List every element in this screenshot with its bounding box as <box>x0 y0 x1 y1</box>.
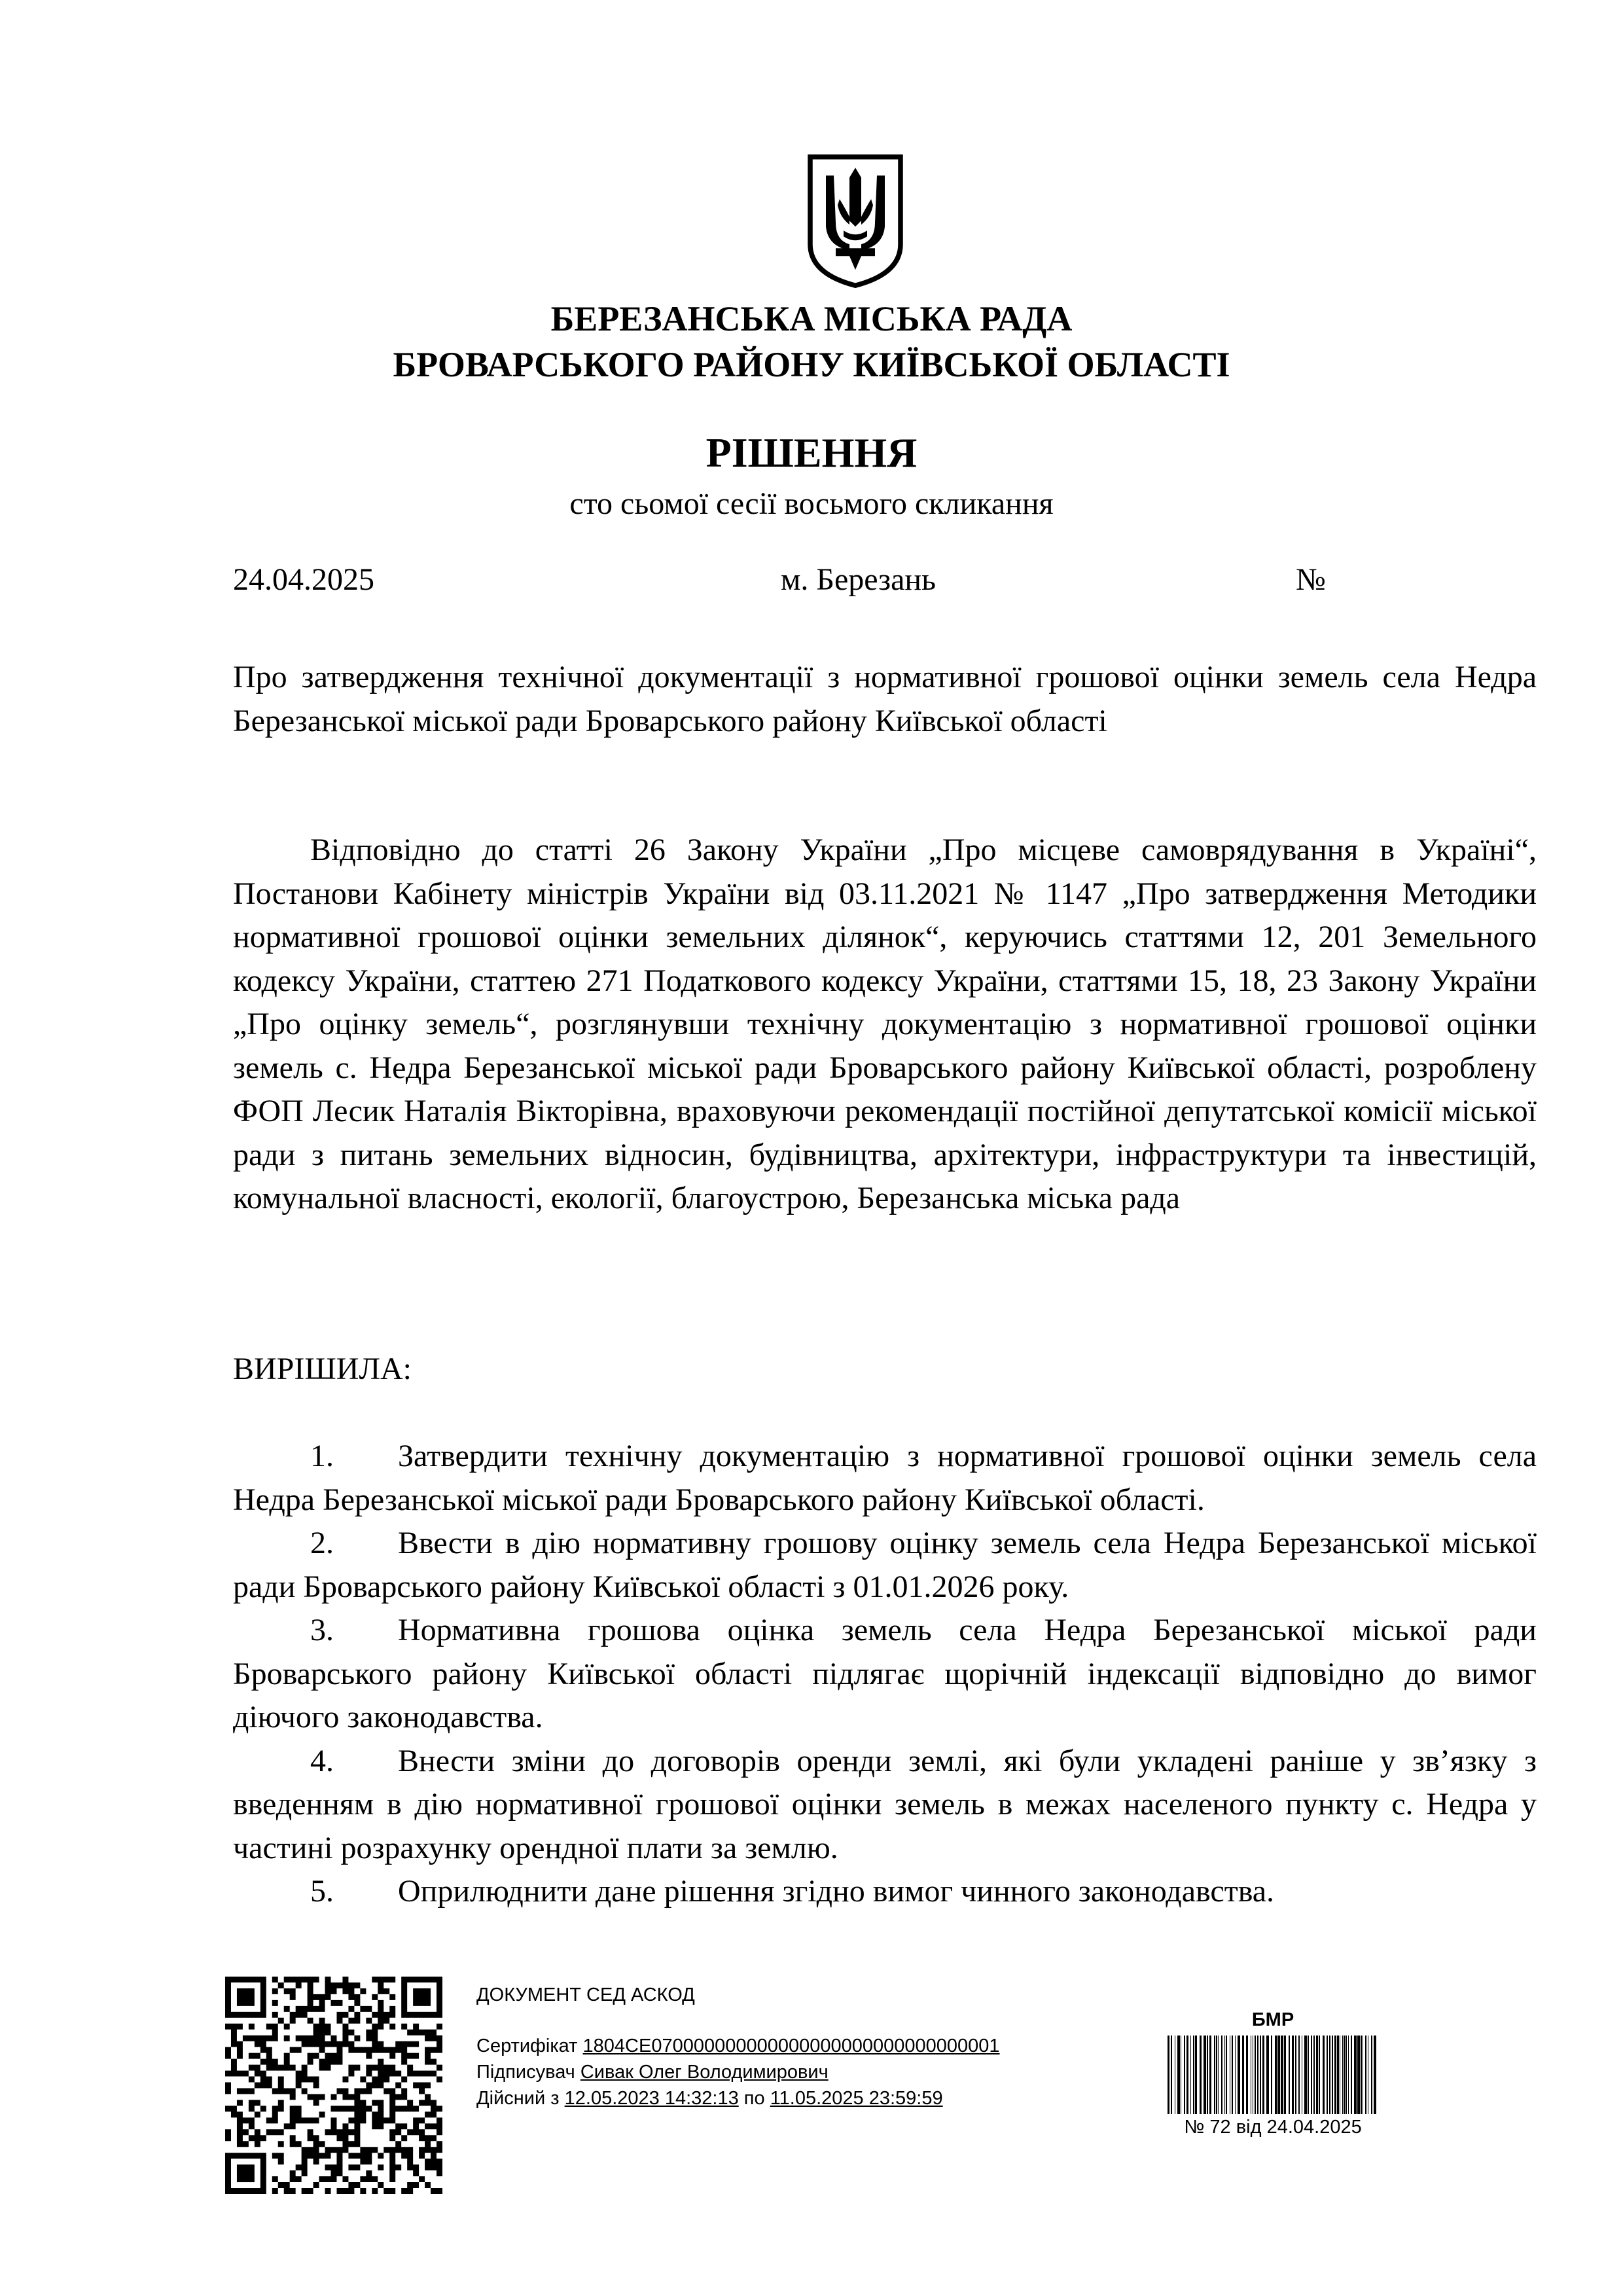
item-text: Внести зміни до договорів оренди землі, які були укладені раніше у зв’язку з введенням в дію нормативної грошової оцінки земель в межах населеного пункту с. Недра у частині розрахунку орендної плати за землю. <box>233 1743 1537 1865</box>
signer-line <box>476 2062 829 2083</box>
item-text: Затвердити технічну документацію з нормативної грошової оцінки земель села Недра Березанської міської ради Броварського району Київської області. <box>233 1439 1537 1517</box>
document-title: РІШЕННЯ <box>705 429 918 476</box>
decision-items <box>233 1435 1537 1914</box>
council-name-line1: БЕРЕЗАНСЬКА МІСЬКА РАДА <box>550 299 1073 338</box>
barcode <box>1165 2036 1381 2114</box>
signer-value: Сивак Олег Володимирович <box>580 2062 829 2083</box>
valid-from-value: 12.05.2023 14:32:13 <box>564 2088 739 2109</box>
session-line: сто сьомої сесії восьмого скликання <box>569 486 1054 521</box>
valid-from-label: Дійсний з <box>476 2088 560 2109</box>
list-item <box>233 1870 1537 1914</box>
decision-number-label: № <box>1296 562 1326 597</box>
certificate-label: Сертифікат <box>476 2036 578 2056</box>
preamble-paragraph: Відповідно до статті 26 Закону України „Про місцеве самоврядування в Україні“, Постанови Кабінету міністрів України від 03.11.2021 № 1147 „Про затвердження Методики нормативної грошової оцінки земельних ділянок“, керуючись статтями 12, 201 Земельного кодексу України, статтею 271 Податкового кодексу України, статтями 15, 18, 23 Закону України „Про оцінку земель“, розглянувши технічну документацію з нормативної грошової оцінки земель с. Недра Березанської міської ради Броварського району Київської області, розроблену ФОП Лесик Наталія Вікторівна, враховуючи рекомендації постійної депутатської комісії міської ради з питань земельних відносин, будівництва, архітектури, інфраструктури та інвестицій, комунальної власності, екології, благоустрою, Березанська міська рада <box>233 833 1537 1215</box>
validity-line <box>476 2088 943 2109</box>
valid-to-value: 11.05.2025 23:59:59 <box>770 2088 943 2109</box>
item-text: Нормативна грошова оцінка земель села Недра Березанської міської ради Броварського району Київської області підлягає щорічній індексації відповідно до вимог діючого законодавства. <box>233 1613 1537 1734</box>
certificate-value: 1804CE070000000000000000000000000000001 <box>582 2036 1000 2056</box>
list-item <box>233 1609 1537 1740</box>
list-item <box>233 1740 1537 1871</box>
council-name-line2: БРОВАРСЬКОГО РАЙОНУ КИЇВСЬКОЇ ОБЛАСТІ <box>393 345 1230 384</box>
item-number: 3. <box>310 1613 334 1647</box>
list-item <box>233 1435 1537 1522</box>
item-number: 4. <box>310 1743 334 1778</box>
barcode-label: БМР <box>1251 2009 1294 2030</box>
signer-label: Підписувач <box>476 2062 575 2083</box>
item-number: 5. <box>310 1874 334 1909</box>
decision-place: м. Березань <box>781 562 936 597</box>
coat-of-arms-icon <box>806 154 904 289</box>
decision-subject: Про затвердження технічної документації з нормативної грошової оцінки земель села Недра Березанської міської ради Броварського району Київської області <box>233 660 1537 738</box>
certificate-line <box>476 2036 1000 2057</box>
valid-to-label: по <box>743 2088 765 2109</box>
document-system-label: ДОКУМЕНТ СЕД АСКОД <box>476 1984 695 2005</box>
list-item <box>233 1522 1537 1609</box>
item-text: Оприлюднити дане рішення згідно вимог чинного законодавства. <box>398 1874 1275 1909</box>
decision-date: 24.04.2025 <box>233 562 374 597</box>
qr-code <box>225 1977 442 2194</box>
decided-heading: ВИРІШИЛА: <box>233 1352 412 1386</box>
item-number: 2. <box>310 1526 334 1560</box>
registration-number: № 72 від 24.04.2025 <box>1184 2117 1362 2138</box>
item-text: Ввести в дію нормативну грошову оцінку земель села Недра Березанської міської ради Броварського району Київської області з 01.01.2026 року. <box>233 1526 1537 1604</box>
item-number: 1. <box>310 1439 334 1473</box>
